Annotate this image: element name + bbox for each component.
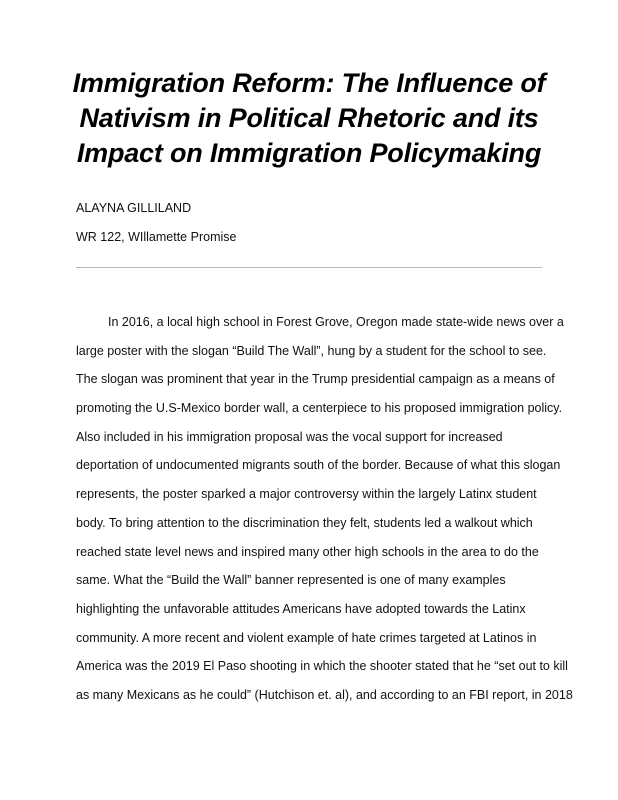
paragraph-line: represents, the poster sparked a major controversy within the largely Latinx student <box>76 487 537 502</box>
paragraph-line: as many Mexicans as he could” (Hutchison et. al), and according to an FBI report, in 2018 <box>76 687 573 702</box>
author-name: ALAYNA GILLILAND <box>76 201 192 215</box>
title-line-1: Immigration Reform: The Influence of <box>72 68 546 98</box>
paragraph-line: body. To bring attention to the discrimination they felt, students led a walkout which <box>76 515 533 530</box>
paragraph-line: community. A more recent and violent example of hate crimes targeted at Latinos in <box>76 630 537 645</box>
horizontal-divider <box>76 267 542 268</box>
paragraph-line: large poster with the slogan “Build The Wall”, hung by a student for the school to see. <box>76 343 547 358</box>
paragraph-line: America was the 2019 El Paso shooting in which the shooter stated that he “set out to kill <box>76 659 568 674</box>
paragraph-line: reached state level news and inspired many other high schools in the area to do the <box>76 544 539 559</box>
paragraph-line: The slogan was prominent that year in the Trump presidential campaign as a means of <box>76 372 555 387</box>
document-title <box>40 66 578 171</box>
paragraph-line: promoting the U.S-Mexico border wall, a centerpiece to his proposed immigration policy. <box>76 401 563 416</box>
paragraph-line: highlighting the unfavorable attitudes Americans have adopted towards the Latinx <box>76 601 526 616</box>
course-info: WR 122, WIllamette Promise <box>76 230 237 244</box>
title-line-2: Nativism in Political Rhetoric and its <box>79 103 539 133</box>
paragraph-line: In 2016, a local high school in Forest Grove, Oregon made state-wide news over a <box>108 315 564 329</box>
title-line-3: Impact on Immigration Policymaking <box>76 138 542 168</box>
body-paragraph <box>76 312 573 714</box>
paragraph-line: Also included in his immigration proposal was the vocal support for increased <box>76 429 503 444</box>
paragraph-line: deportation of undocumented migrants south of the border. Because of what this slogan <box>76 458 561 473</box>
paragraph-line: same. What the “Build the Wall” banner represented is one of many examples <box>76 573 506 588</box>
